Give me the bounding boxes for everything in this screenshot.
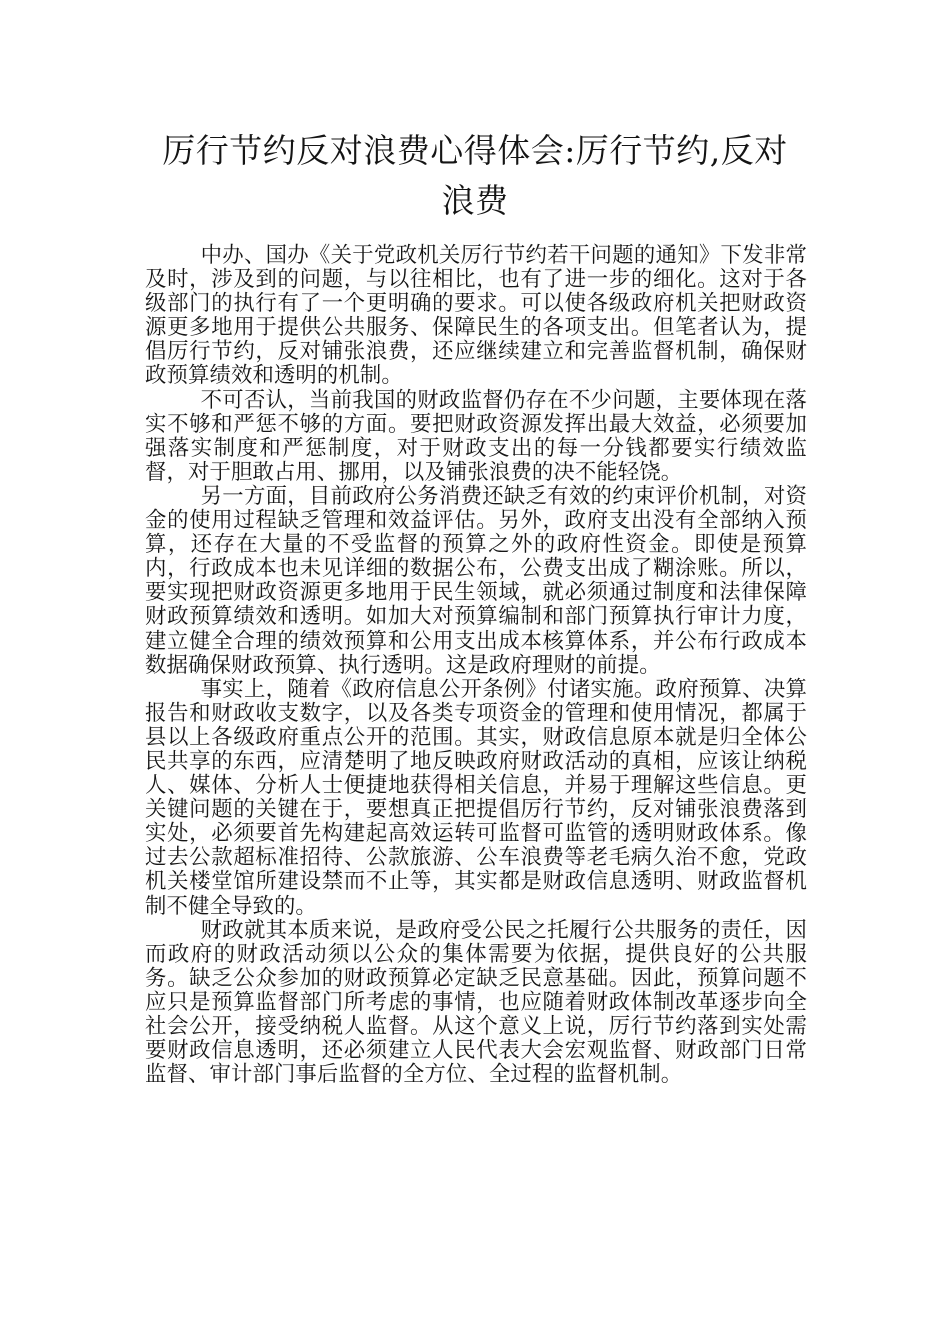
document-title: 厉行节约反对浪费心得体会:厉行节约,反对浪费 bbox=[162, 131, 788, 220]
paragraph: 不可否认，当前我国的财政监督仍存在不少问题，主要体现在落实不够和严惩不够的方面。要把财政资源发挥出最大效益，必须要加强落实制度和严惩制度，对于财政支出的每一分钱都要实行绩效监督，对于胆敢占用、挪用，以及铺张浪费的决不能轻饶。 bbox=[145, 387, 807, 485]
paragraph: 事实上，随着《政府信息公开条例》付诸实施。政府预算、决算报告和财政收支数字，以及各类专项资金的管理和使用情况，都属于县以上各级政府重点公开的范围。其实，财政信息原本就是归全体公民共享的东西，应清楚明了地反映政府财政活动的真相，应该让纳税人、媒体、分析人士便捷地获得相关信息，并易于理解这些信息。更关键问题的关键在于，要想真正把提倡厉行节约，反对铺张浪费落到实处，必须要首先构建起高效运转可监督可监管的透明财政体系。像过去公款超标准招待、公款旅游、公车浪费等老毛病久治不愈，党政机关楼堂馆所建设禁而不止等，其实都是财政信息透明、财政监督机制不健全导致的。 bbox=[145, 676, 807, 919]
document-body bbox=[145, 244, 807, 1087]
paragraph: 中办、国办《关于党政机关厉行节约若干问题的通知》下发非常及时，涉及到的问题，与以往相比，也有了进一步的细化。这对于各级部门的执行有了一个更明确的要求。可以使各级政府机关把财政资源更多地用于提供公共服务、保障民生的各项支出。但笔者认为，提倡厉行节约，反对铺张浪费，还应继续建立和完善监督机制，确保财政预算绩效和透明的机制。 bbox=[145, 243, 807, 389]
paragraph: 另一方面，目前政府公务消费还缺乏有效的约束评价机制，对资金的使用过程缺乏管理和效益评估。另外，政府支出没有全部纳入预算，还存在大量的不受监督的预算之外的政府性资金。即使是预算内，行政成本也未见详细的数据公布，公费支出成了糊涂账。所以，要实现把财政资源更多地用于民生领域，就必须通过制度和法律保障财政预算绩效和透明。如加大对预算编制和部门预算执行审计力度，建立健全合理的绩效预算和公用支出成本核算体系，并公布行政成本数据确保财政预算、执行透明。这是政府理财的前提。 bbox=[145, 483, 807, 678]
paragraph: 财政就其本质来说，是政府受公民之托履行公共服务的责任，因而政府的财政活动须以公众的集体需要为依据，提供良好的公共服务。缺乏公众参加的财政预算必定缺乏民意基础。因此，预算问题不应只是预算监督部门所考虑的事情，也应随着财政体制改革逐步向全社会公开，接受纳税人监督。从这个意义上说，厉行节约落到实处需要财政信息透明，还必须建立人民代表大会宏观监督、财政部门日常监督、审计部门事后监督的全方位、全过程的监督机制。 bbox=[145, 917, 807, 1088]
